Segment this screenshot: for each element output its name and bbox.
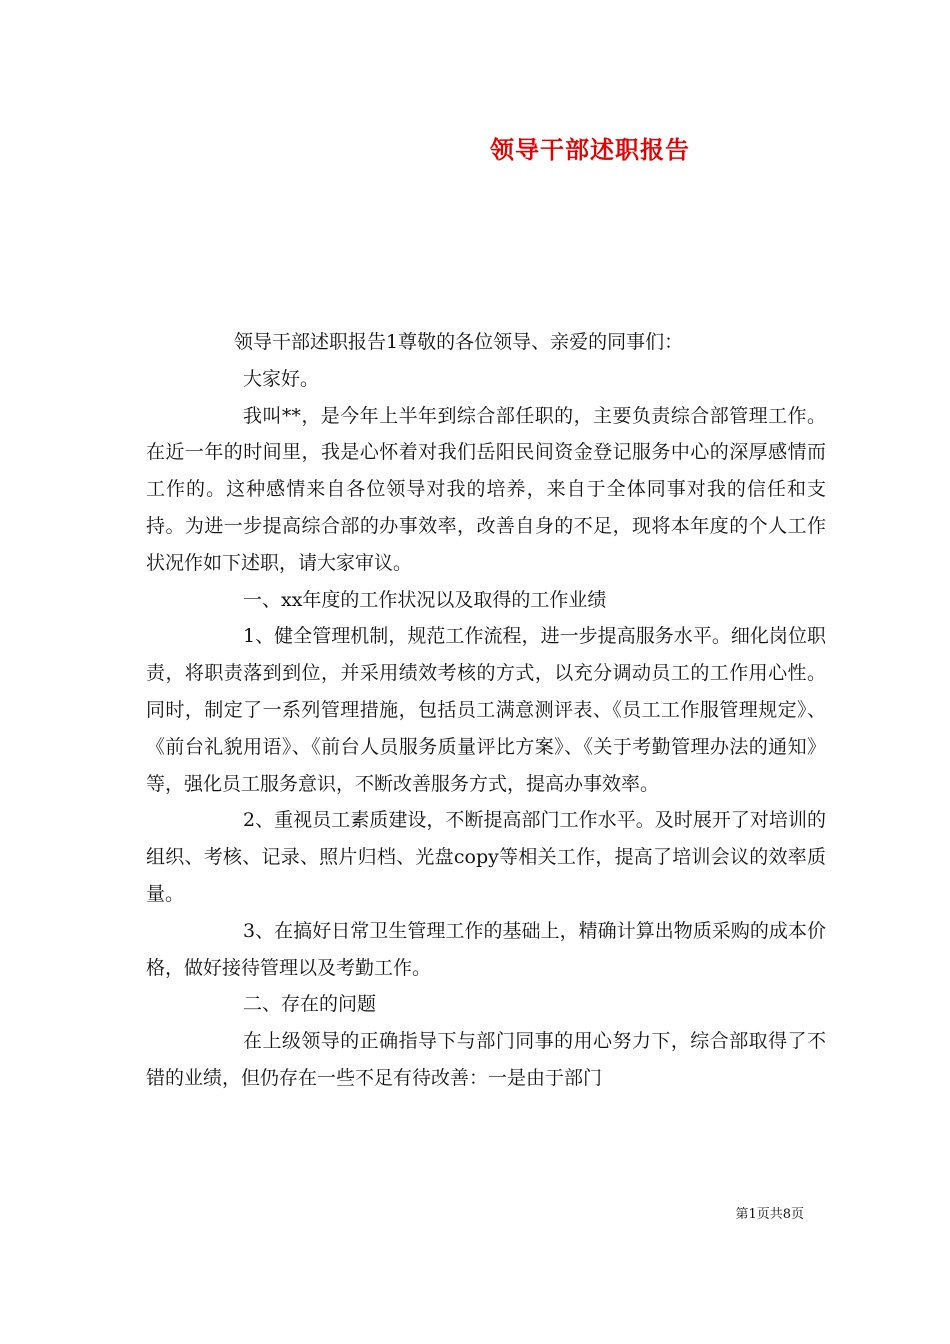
paragraph-item-2: 2、重视员工素质建设，不断提高部门工作水平。及时展开了对培训的组织、考核、记录、照片归档、光盘copy等相关工作，提高了培训会议的效率质量。 [146,809,826,905]
paragraph-intro: 我叫**，是今年上半年到综合部任职的，主要负责综合部管理工作。在近一年的时间里，我是心怀着对我们岳阳民间资金登记服务中心的深厚感情而工作的。这种感情来自各位领导对我的培养，来自于全体同事对我的信任和支持。为进一步提高综合部的办事效率，改善自身的不足，现将本年度的个人工作状况作如下述职，请大家审议。 [146,404,826,574]
document-title: 领导干部述职报告 [490,135,690,164]
section-heading-achievements: 一、xx年度的工作状况以及取得的工作业绩 [243,588,607,611]
document-body [146,324,826,1097]
paragraph-greeting: 领导干部述职报告1尊敬的各位领导、亲爱的同事们： [234,331,684,353]
page-number: 第1页共8页 [735,1207,804,1222]
paragraph-problems: 在上级领导的正确指导下与部门同事的用心努力下，综合部取得了不错的业绩，但仍存在一些不足有待改善：一是由于部门 [146,1030,826,1089]
paragraph-item-1: 1、健全管理机制，规范工作流程，进一步提高服务水平。细化岗位职责，将职责落到到位，并采用绩效考核的方式，以充分调动员工的工作用心性。同时，制定了一系列管理措施，包括员工满意测评表、《员工工作服管理规定》、《前台礼貌用语》、《前台人员服务质量评比方案》、《关于考勤管理办法的通知》等，强化员工服务意识，不断改善服务方式，提高办事效率。 [146,625,826,795]
paragraph-item-3: 3、在搞好日常卫生管理工作的基础上，精确计算出物质采购的成本价格，做好接待管理以及考勤工作。 [146,919,826,979]
paragraph-hello: 大家好。 [243,367,320,390]
section-heading-problems: 二、存在的问题 [243,993,377,1016]
